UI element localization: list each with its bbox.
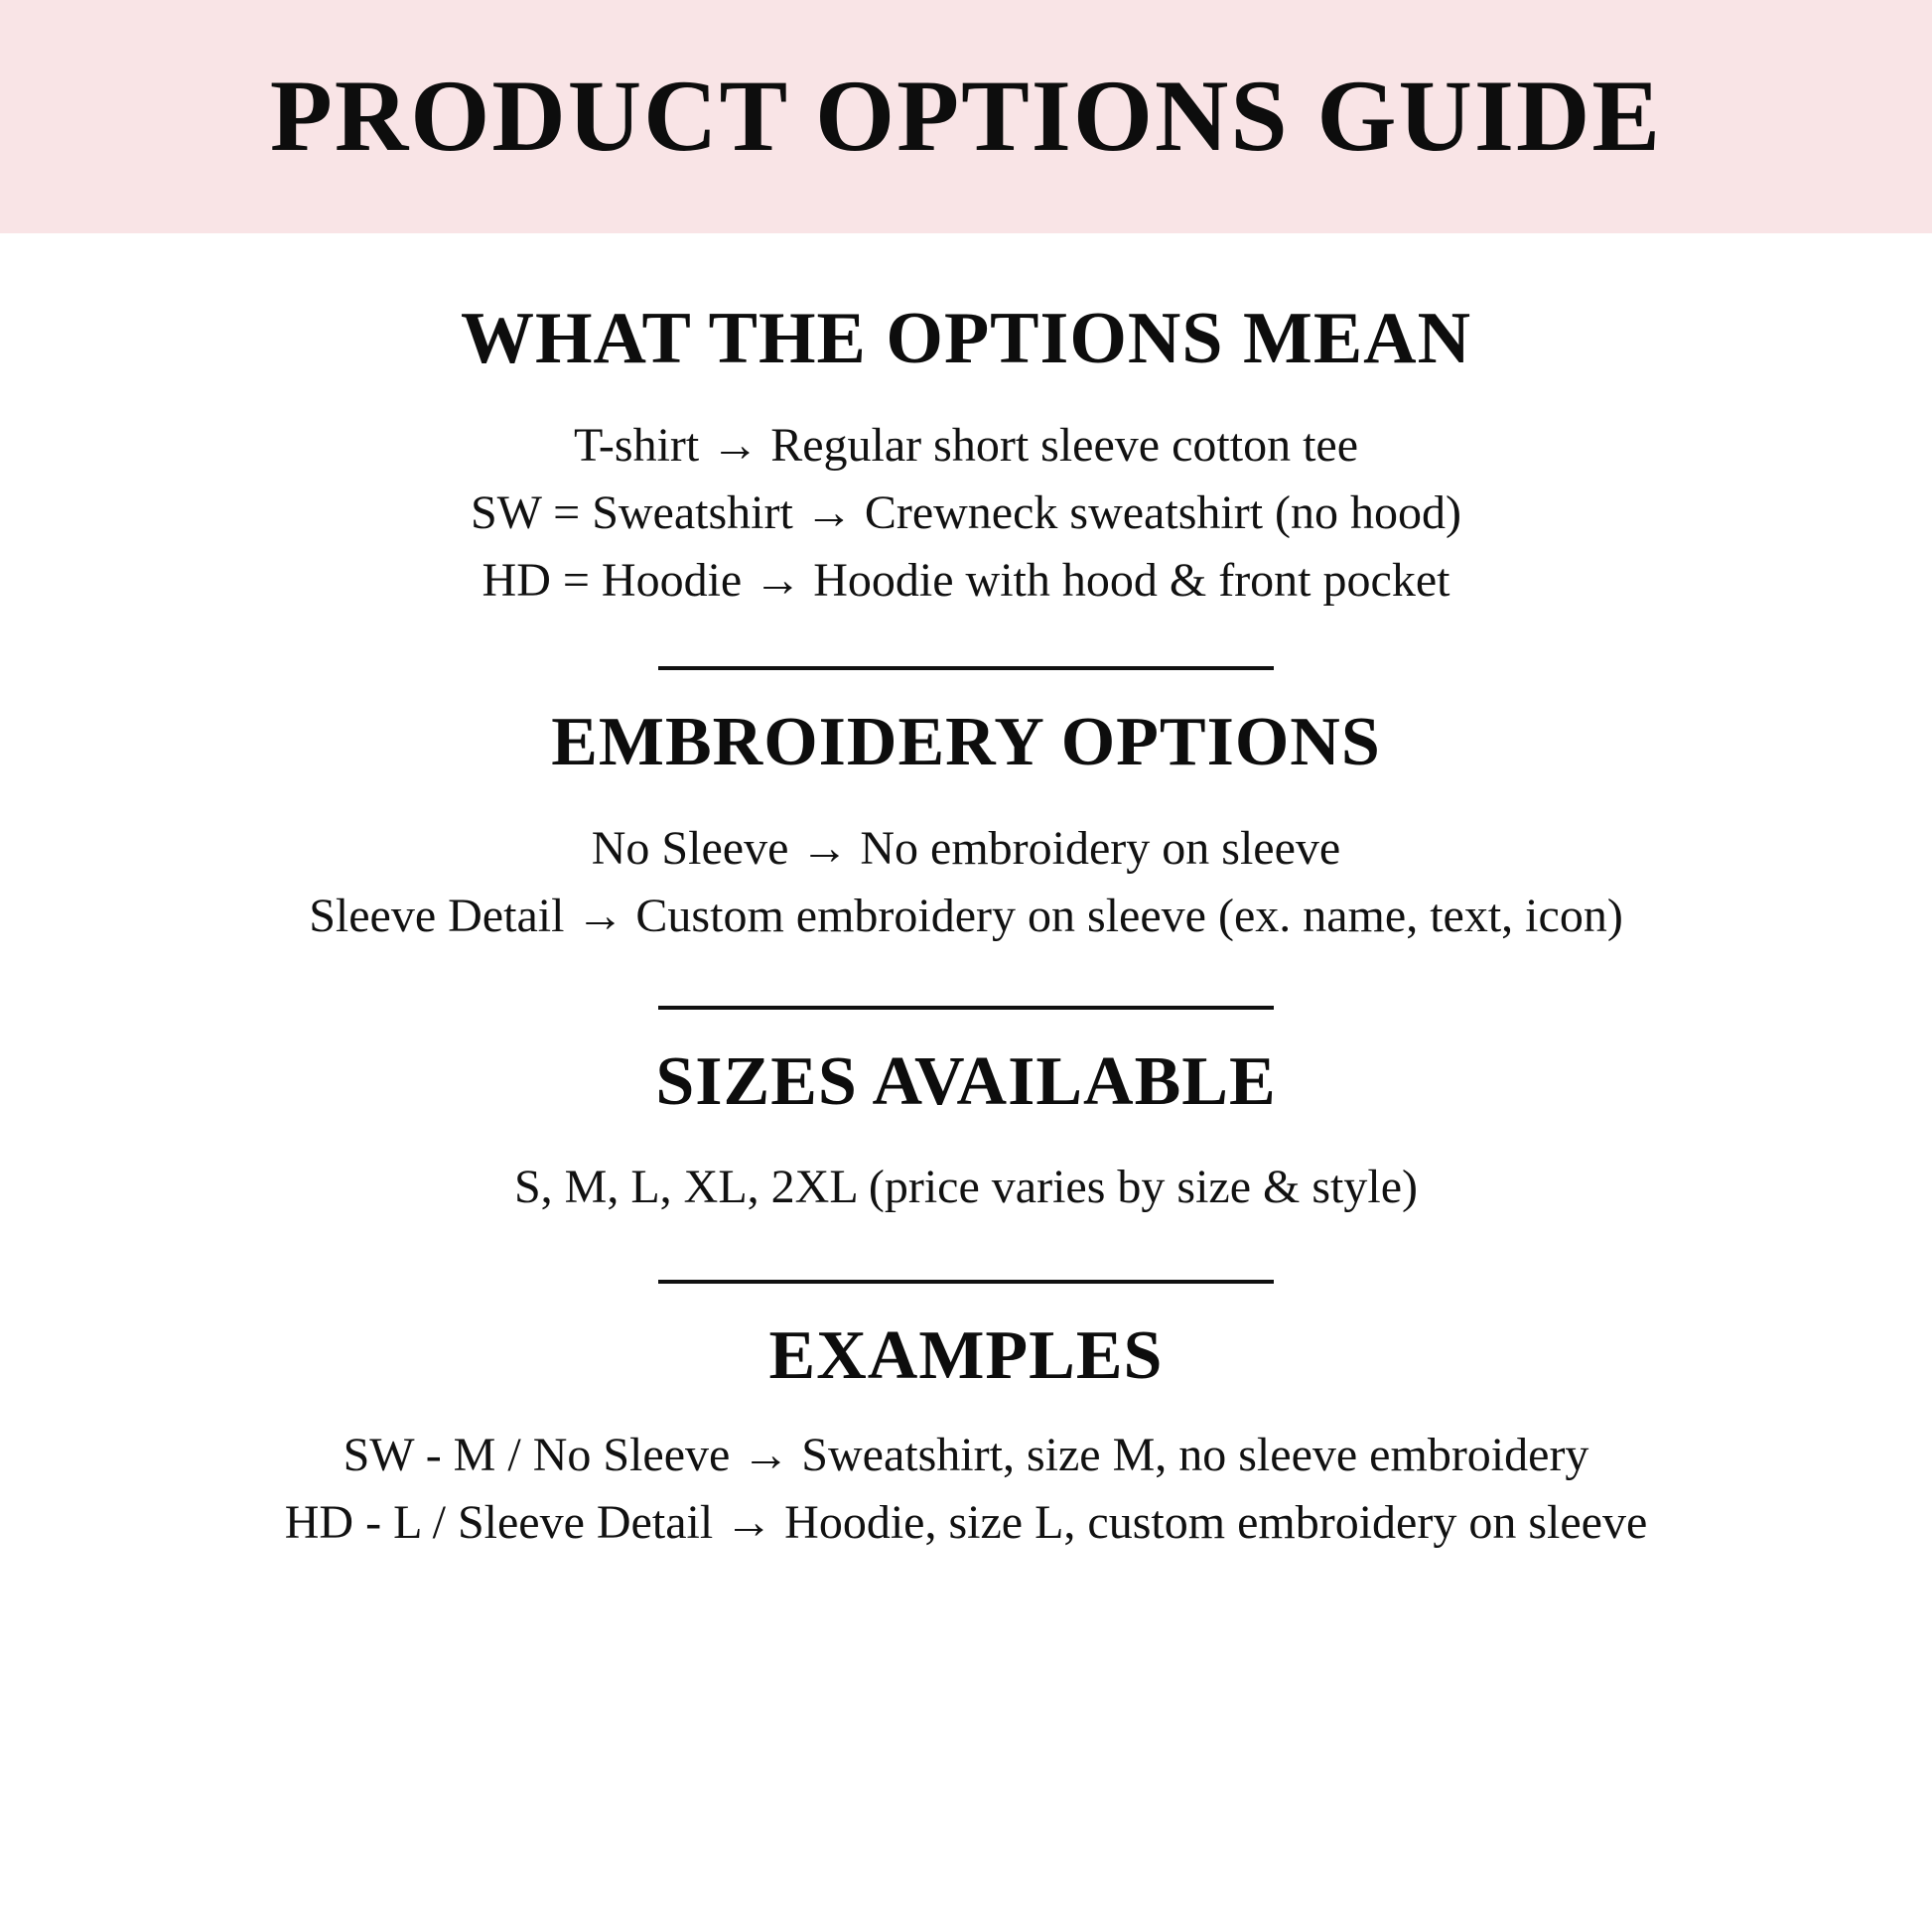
guide-content xyxy=(0,233,1932,1932)
section-title-examples: EXAMPLES xyxy=(768,1316,1164,1394)
options-mean-line-1: T-shirt → Regular short sleeve cotton tee xyxy=(573,418,1359,472)
options-mean-line-3: HD = Hoodie → Hoodie with hood & front pocket xyxy=(482,554,1450,607)
embroidery-line-2: Sleeve Detail → Custom embroidery on sleeve (ex. name, text, icon) xyxy=(309,889,1623,942)
section-title-embroidery: EMBROIDERY OPTIONS xyxy=(551,704,1381,781)
section-what-the-options-mean xyxy=(40,233,1892,615)
header-banner xyxy=(0,0,1932,233)
embroidery-line-1: No Sleeve → No embroidery on sleeve xyxy=(591,821,1341,875)
examples-line-1: SW - M / No Sleeve → Sweatshirt, size M, no sleeve embroidery xyxy=(343,1429,1589,1482)
section-embroidery-options xyxy=(40,670,1892,950)
section-examples xyxy=(40,1284,1892,1558)
section-title-sizes: SIZES AVAILABLE xyxy=(655,1042,1277,1120)
examples-line-2: HD - L / Sleeve Detail → Hoodie, size L, custom embroidery on sleeve xyxy=(284,1496,1648,1550)
sizes-line-1: S, M, L, XL, 2XL (price varies by size & style) xyxy=(513,1161,1418,1214)
options-mean-line-2: SW = Sweatshirt → Crewneck sweatshirt (no hood) xyxy=(470,485,1461,539)
page-title: PRODUCT OPTIONS GUIDE xyxy=(269,60,1663,173)
section-sizes-available xyxy=(40,1010,1892,1222)
section-title-options-mean: WHAT THE OPTIONS MEAN xyxy=(460,298,1472,379)
